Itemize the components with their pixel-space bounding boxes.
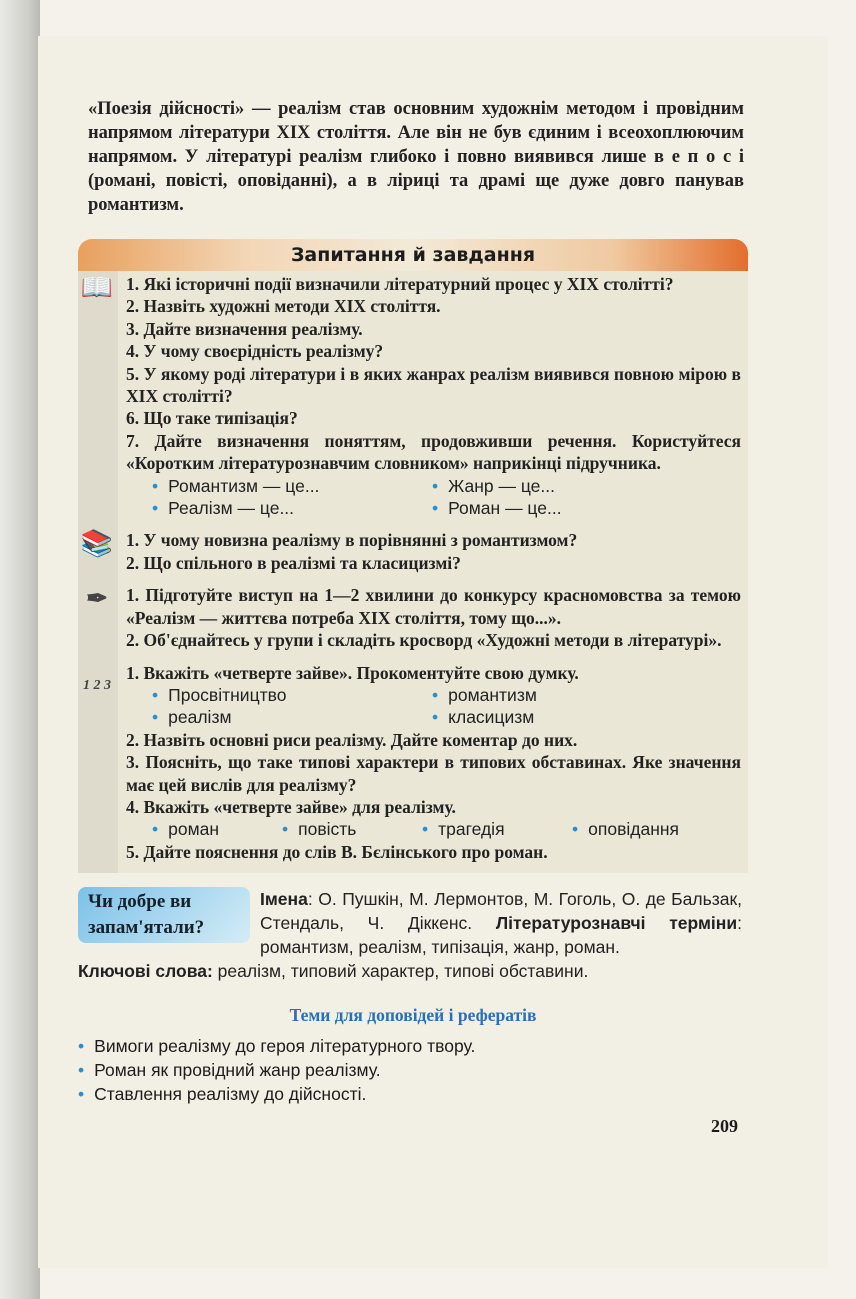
- question-group-2: [80, 529, 741, 574]
- bullet-item: • трагедія: [396, 818, 546, 840]
- question: 2. Назвіть художні методи XIX століття.: [126, 296, 441, 317]
- question-group-1: [80, 273, 741, 519]
- quill-icon: ✒: [86, 584, 108, 614]
- bullet-item: • реалізм: [126, 706, 406, 728]
- question: 1. У чому новизна реалізму в порівнянні з романтизмом?: [126, 530, 578, 551]
- bullet-item: • класицизм: [406, 706, 686, 728]
- question: 2. Об'єднайтесь у групи і складіть кросворд «Художні методи в літературі».: [126, 630, 722, 651]
- keywords-label: Ключові слова:: [78, 961, 213, 982]
- question: 1. Підготуйте виступ на 1—2 хвилини до конкурсу красномовства за темою «Реалізм — життєва потреба XIX століття, тому що...».: [126, 585, 741, 628]
- question: 3. Поясніть, що таке типові характери в типових обставинах. Яке значення має цей вислів для реалізму?: [126, 752, 741, 795]
- keywords: [78, 959, 748, 983]
- section-title: Запитання й завдання: [78, 239, 748, 271]
- question: 1. Вкажіть «четверте зайве». Прокоментуйте свою думку.: [126, 662, 579, 683]
- question: 1. Які історичні події визначили літературний процес у XIX столітті?: [126, 274, 674, 294]
- bullet-item: • роман: [126, 818, 256, 840]
- bullet-item: • оповідання: [546, 818, 716, 840]
- question-group-3: [86, 584, 741, 651]
- question: 5. Дайте пояснення до слів В. Бєлінського про роман.: [126, 841, 548, 862]
- question: 6. Що таке типізація?: [126, 408, 298, 429]
- page-content: [78, 97, 748, 1137]
- topics-title: Теми для доповідей і рефератів: [289, 1005, 537, 1026]
- bullet-item: • Реалізм — це...: [126, 497, 406, 519]
- page-edge: [0, 0, 40, 1299]
- topics-list: [78, 1034, 748, 1106]
- bullet-list: [126, 818, 741, 840]
- topic-item: • Роман як провідний жанр реалізму.: [78, 1058, 748, 1082]
- names-label: Імена: [260, 889, 308, 910]
- bullet-item: • Роман — це...: [406, 497, 686, 519]
- terms: : романтизм, реалізм, типізація, жанр, роман.: [260, 913, 742, 958]
- topic-item: • Ставлення реалізму до дійсності.: [78, 1082, 748, 1106]
- bullet-item: • Просвітництво: [126, 684, 406, 706]
- reader-icon: 📖: [80, 273, 114, 302]
- memo-title: Чи добре ви запам'ятали?: [78, 887, 250, 943]
- topic-item: • Вимоги реалізму до героя літературного твору.: [78, 1034, 748, 1058]
- question: 4. У чому своєрідність реалізму?: [126, 341, 384, 362]
- bullet-item: • Жанр — це...: [406, 475, 686, 497]
- bullet-item: • Романтизм — це...: [126, 475, 406, 497]
- open-book-icon: 📚: [80, 529, 114, 559]
- page-number: 209: [711, 1116, 738, 1137]
- keywords-text: реалізм, типовий характер, типові обставини.: [212, 961, 589, 982]
- names: : О. Пушкін, М. Лермонтов, М. Гоголь, О. де Бальзак, Стендаль, Ч. Діккенс.: [260, 889, 742, 934]
- bullet-item: • романтизм: [406, 684, 686, 706]
- intro-paragraph: «Поезія дійсності» — реалізм став основним художнім методом і провідним напрямом літератури XIX століття. Але він не був єдиним і всеохоплюючим напрямом. У літературі реалізм глибоко і повно виявився лише в е п о с і (романі, повісті, оповіданні), а в ліриці та драмі ще дуже довго панував романтизм.: [88, 99, 744, 215]
- terms-label: Літературознавчі терміни: [495, 913, 738, 934]
- bullet-list: [126, 684, 741, 729]
- question: 3. Дайте визначення реалізму.: [126, 318, 363, 339]
- question: 4. Вкажіть «четверте зайве» для реалізму.: [126, 796, 456, 817]
- question: 2. Назвіть основні риси реалізму. Дайте коментар до них.: [126, 729, 578, 750]
- question: 5. У якому роді літератури і в яких жанрах реалізм виявився повною мірою в XIX столітті?: [126, 363, 741, 407]
- bullet-list: [126, 475, 741, 520]
- bullet-item: • повість: [256, 818, 396, 840]
- memo-section: [78, 887, 748, 983]
- question-group-4: [83, 662, 741, 864]
- question: 2. Що спільного в реалізмі та класицизмі?: [126, 552, 461, 573]
- numbers-icon: 1 2 3: [83, 677, 111, 693]
- question: 7. Дайте визначення поняттям, продовживши речення. Користуйтеся «Коротким літературознавчим словником» наприкінці підручника.: [126, 430, 741, 474]
- questions-background: [78, 271, 748, 873]
